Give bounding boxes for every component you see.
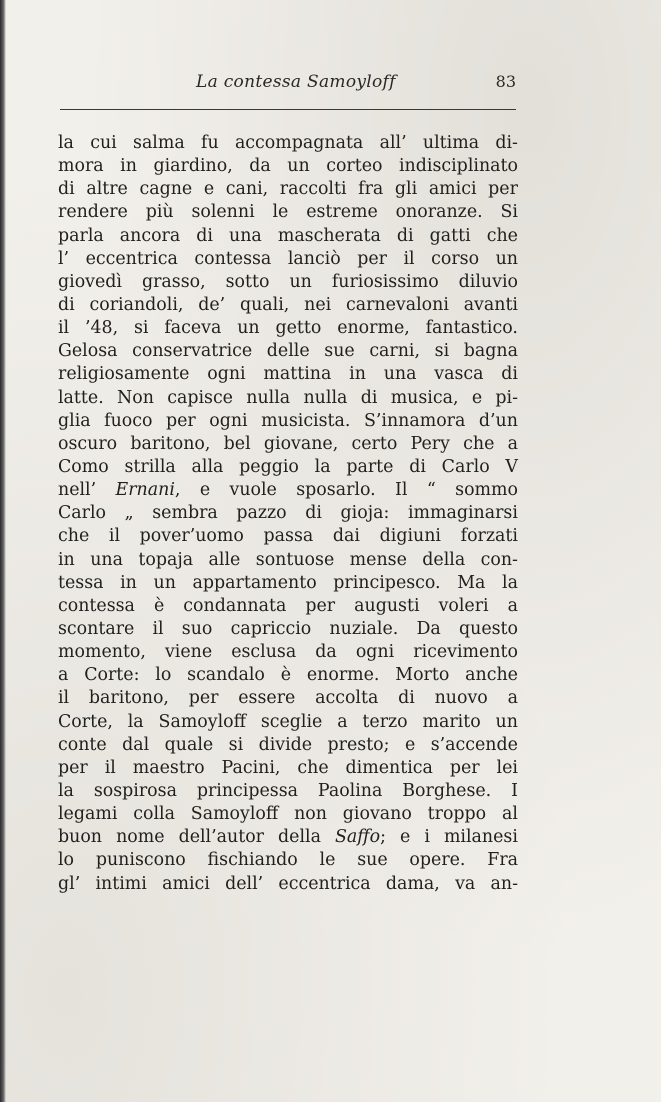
text-line: l’ eccentrica contessa lanciò per il corso un [58, 248, 518, 269]
text-line: nell’ Ernani, e vuole sposarlo. Il “ sommo [58, 480, 518, 501]
page-number: 83 [495, 72, 516, 91]
text-line: che il pover’uomo passa dai digiuni forzati [58, 526, 518, 547]
text-line: buon nome dell’autor della Saffo; e i milanesi [58, 827, 518, 848]
text-line: di coriandoli, de’ quali, nei carnevaloni avanti [58, 294, 518, 315]
text-line: giovedì grasso, sotto un furiosissimo diluvio [58, 271, 518, 292]
text-line: conte dal quale si divide presto; e s’accende [58, 734, 518, 755]
text-line: la sospirosa principessa Paolina Borghese. I [58, 780, 518, 801]
text-line: gl’ intimi amici dell’ eccentrica dama, va an- [58, 873, 518, 894]
text-line: il baritono, per essere accolta di nuovo a [58, 688, 518, 709]
header-rule [60, 109, 516, 110]
text-line: latte. Non capisce nulla nulla di musica, e pi- [58, 387, 518, 408]
text-line: oscuro baritono, bel giovane, certo Pery che a [58, 433, 518, 454]
body-text [58, 132, 518, 896]
text-line: di altre cagne e cani, raccolti fra gli amici per [58, 179, 518, 200]
text-line: rendere più solenni le estreme onoranze. Si [58, 202, 518, 223]
text-line: il ’48, si faceva un getto enorme, fantastico. [58, 318, 518, 339]
text-line: parla ancora di una mascherata di gatti che [58, 225, 518, 246]
running-title: La contessa Samoyloff [196, 72, 396, 92]
text-line: glia fuoco per ogni musicista. S’innamora d’un [58, 410, 518, 431]
running-head [60, 70, 516, 100]
text-line: tessa in un appartamento principesco. Ma la [58, 572, 518, 593]
text-line: contessa è condannata per augusti voleri a [58, 595, 518, 616]
text-line: per il maestro Pacini, che dimentica per lei [58, 757, 518, 778]
text-line: Corte, la Samoyloff sceglie a terzo marito un [58, 711, 518, 732]
text-line: religiosamente ogni mattina in una vasca di [58, 364, 518, 385]
text-line: scontare il suo capriccio nuziale. Da questo [58, 618, 518, 639]
text-line: a Corte: lo scandalo è enorme. Morto anche [58, 665, 518, 686]
text-line: Carlo „ sembra pazzo di gioja: immaginarsi [58, 503, 518, 524]
text-line: Como strilla alla peggio la parte di Carlo V [58, 456, 518, 477]
text-line: legami colla Samoyloff non giovano troppo al [58, 804, 518, 825]
text-line: Gelosa conservatrice delle sue carni, si bagna [58, 341, 518, 362]
text-line: momento, viene esclusa da ogni ricevimento [58, 642, 518, 663]
page-binding-edge [0, 0, 6, 1102]
text-line: lo puniscono fischiando le sue opere. Fra [58, 850, 518, 871]
text-line: in una topaja alle sontuose mense della con- [58, 549, 518, 570]
text-line: la cui salma fu accompagnata all’ ultima di- [58, 133, 518, 153]
text-line: mora in giardino, da un corteo indisciplinato [58, 156, 518, 177]
